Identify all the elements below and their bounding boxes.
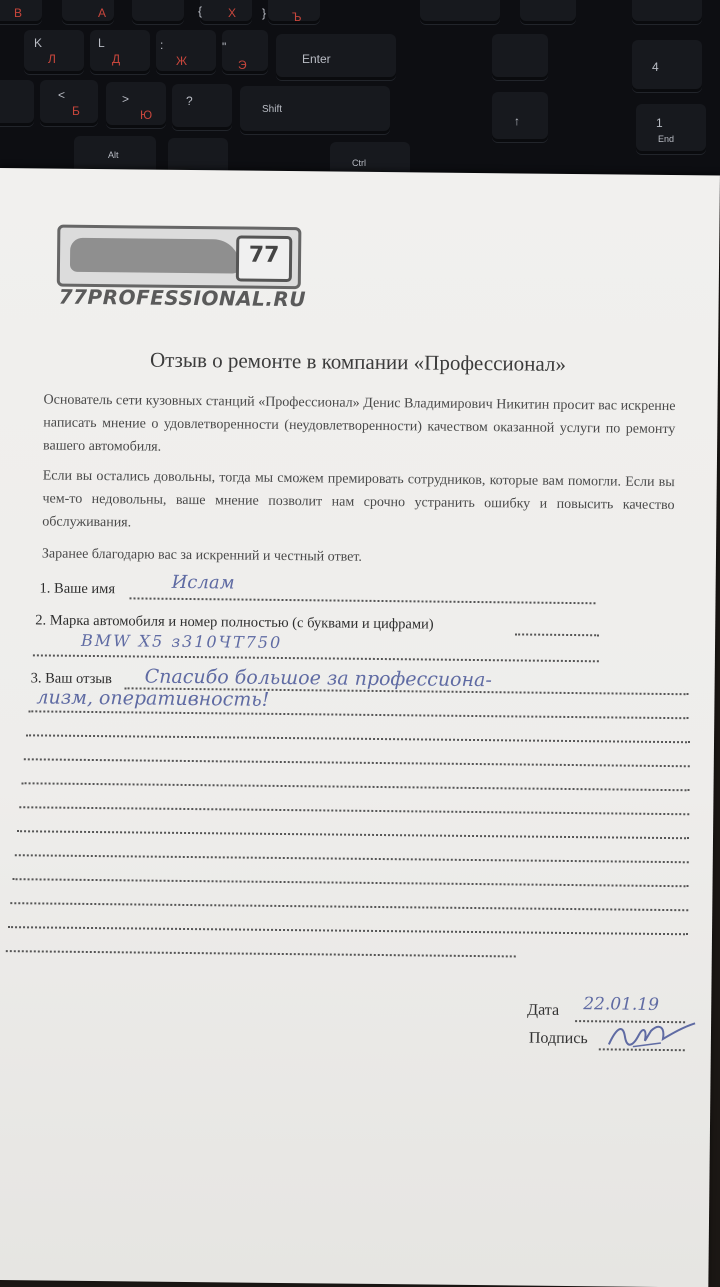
handwritten-car: BMW X5 з310ЧТ750 — [80, 630, 283, 652]
handwritten-review-line: Спасибо большое за профессиона- — [144, 665, 492, 692]
answer-line — [24, 758, 690, 767]
answer-line — [10, 902, 688, 911]
key-label-latin: { — [198, 4, 203, 18]
keyboard-key — [492, 34, 548, 80]
keyboard-key — [0, 80, 34, 126]
key-label-cyrillic: Л — [48, 52, 56, 66]
company-logo — [57, 225, 302, 290]
keyboard-key — [200, 0, 252, 24]
question-review-label: 3. Ваш отзыв — [30, 670, 113, 688]
key-label-enter: Enter — [302, 52, 331, 66]
keyboard-key — [636, 104, 706, 154]
keyboard-key — [520, 0, 576, 24]
thanks-paragraph: Заранее благодарю вас за искренний и честный ответ. — [41, 546, 363, 565]
keyboard-key — [62, 0, 114, 24]
question-name-label: 1. Ваше имя — [39, 580, 116, 598]
logo-text: 77PROFESSIONAL.RU — [58, 284, 307, 312]
keyboard-key — [492, 92, 548, 142]
key-label-latin: : — [160, 38, 164, 52]
answer-line — [8, 926, 688, 935]
key-label-ctrl: Ctrl — [352, 158, 366, 168]
handwritten-name: Ислам — [171, 571, 235, 594]
key-label-cyrillic: Д — [112, 52, 121, 66]
key-label-numpad: 4 — [652, 60, 659, 74]
question-car-label: 2. Марка автомобиля и номер полностью (с буквами и цифрами) — [35, 612, 434, 633]
keyboard-key — [276, 34, 396, 80]
answer-line — [33, 654, 599, 662]
key-label-cyrillic: Ъ — [292, 10, 302, 24]
key-label-latin: K — [34, 36, 43, 50]
key-label-cyrillic: В — [14, 6, 23, 20]
keyboard-key — [106, 82, 166, 128]
key-label-cyrillic: А — [98, 6, 107, 20]
key-label-cyrillic: Ж — [176, 54, 188, 68]
answer-line — [22, 782, 690, 791]
key-label-cyrillic: Б — [72, 104, 80, 118]
key-label-shift: Shift — [262, 104, 283, 115]
feedback-form-sheet — [0, 168, 720, 1287]
handwritten-signature — [603, 1016, 699, 1057]
arrow-up-icon: ↑ — [514, 114, 520, 128]
keyboard-key — [632, 40, 702, 92]
answer-line — [17, 830, 689, 839]
answer-line — [6, 950, 516, 957]
keyboard-key — [132, 0, 184, 24]
key-label-cyrillic: Э — [238, 58, 247, 72]
handwritten-review-line: лизм, оперативность! — [36, 686, 270, 711]
car-silhouette-icon — [70, 238, 240, 274]
answer-line — [28, 710, 688, 719]
key-label-latin: } — [262, 6, 267, 20]
keyboard-key — [40, 80, 98, 126]
answer-line — [13, 878, 689, 887]
answer-line — [26, 734, 690, 743]
intro-paragraph: Основатель сети кузовных станций «Профессионал» Денис Владимирович Никитин просит вас искренне написать мнение о удовлетворенности (неудовлетворенности) качеством оказанной услуги по ремонту вашего автомобиля. — [43, 392, 676, 455]
key-label-latin: < — [58, 88, 66, 102]
answer-line — [15, 854, 689, 863]
key-label-cyrillic: Ю — [140, 108, 153, 122]
form-title: Отзыв о ремонте в компании «Профессионал» — [149, 347, 567, 376]
key-label-alt: Alt — [108, 150, 119, 160]
key-label-latin: " — [222, 40, 227, 54]
answer-line — [129, 597, 595, 604]
key-label-numpad: End — [658, 134, 675, 144]
key-label-cyrillic: Х — [228, 6, 237, 20]
key-label-latin: ? — [186, 94, 193, 108]
signature-label: Подпись — [528, 1029, 588, 1048]
answer-line — [19, 806, 689, 815]
keyboard-key — [632, 0, 702, 24]
handwritten-date: 22.01.19 — [583, 994, 660, 1015]
keyboard-key — [172, 84, 232, 130]
date-label: Дата — [527, 1001, 560, 1019]
key-label-numpad: 1 — [656, 116, 663, 130]
key-label-latin: > — [122, 92, 130, 106]
keyboard-key — [420, 0, 500, 24]
answer-line — [515, 633, 599, 636]
intro-paragraph: Если вы остались довольны, тогда мы сможем премировать сотрудников, которые вам помогли. Если вы чем-то недовольны, ваше мнение позволит нам срочно устранить ошибку и повысить качество обслуживания. — [42, 468, 675, 531]
key-label-latin: L — [98, 36, 105, 50]
logo-number: 77 — [236, 235, 292, 282]
